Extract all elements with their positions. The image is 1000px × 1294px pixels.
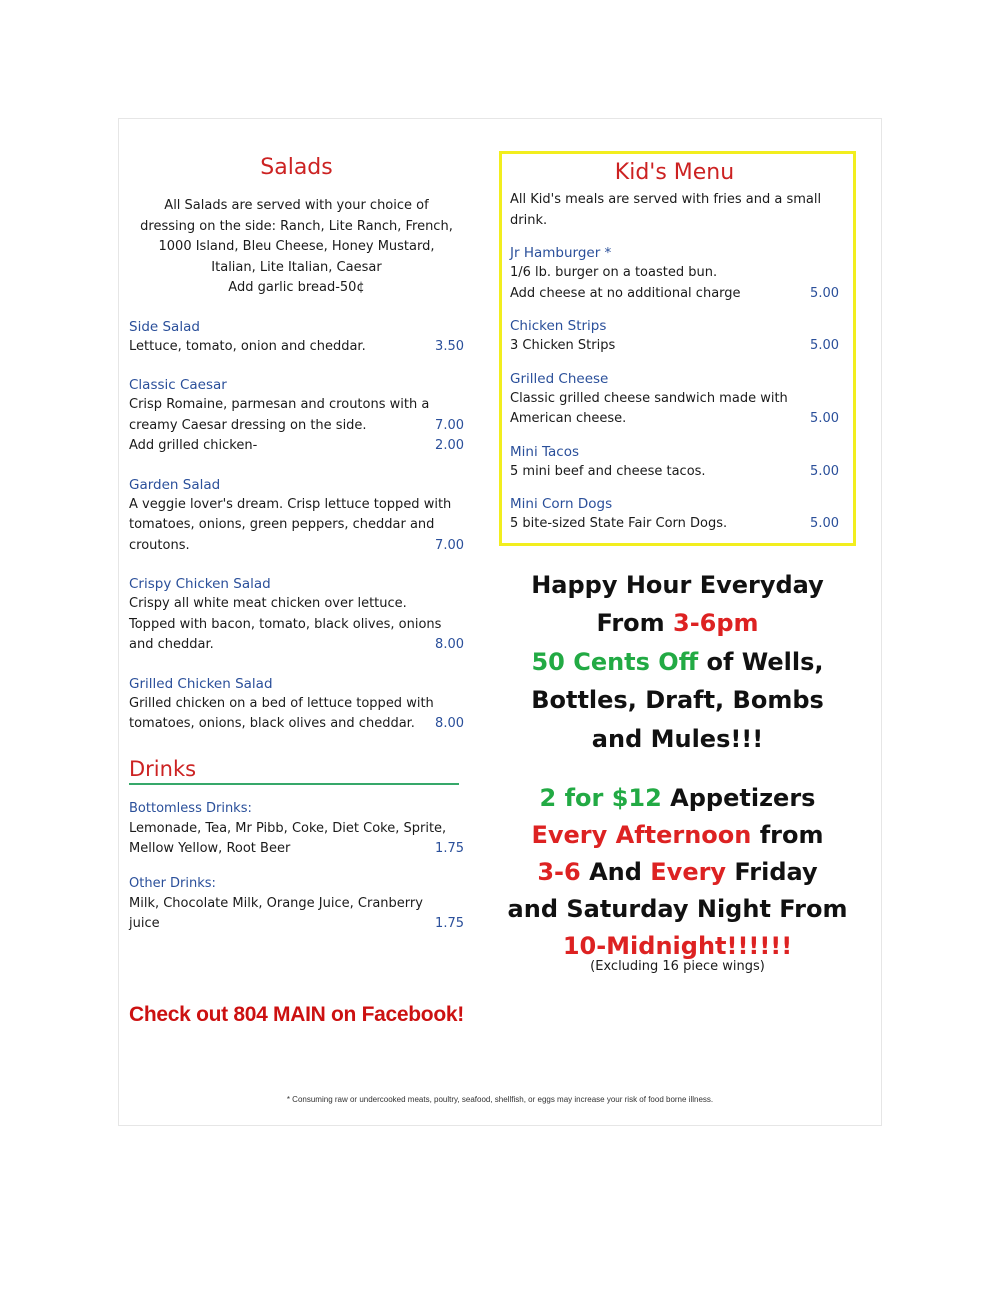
kids-item-price: 5.00 bbox=[810, 338, 839, 353]
left-column bbox=[129, 155, 464, 1027]
salads-intro: All Salads are served with your choice of dressing on the side: Ranch, Lite Ranch, French, 1000 Island, Bleu Cheese, Honey Mustard, Italian, Lite Italian, Caesar Add garlic bread-50¢ bbox=[140, 198, 453, 295]
drink-groups bbox=[129, 799, 464, 935]
kids-item-desc: American cheese. bbox=[510, 411, 627, 426]
salad-item-desc: Lettuce, tomato, onion and cheddar. bbox=[129, 338, 366, 354]
drink-item-desc: Mellow Yellow, Root Beer bbox=[129, 841, 291, 856]
salads-title: Salads bbox=[260, 155, 333, 180]
salad-item-name: Garden Salad bbox=[129, 476, 221, 493]
salad-item bbox=[129, 574, 464, 656]
salad-item-line bbox=[129, 594, 464, 615]
kids-item-line bbox=[510, 409, 839, 430]
kids-item bbox=[510, 494, 839, 535]
drink-item bbox=[129, 874, 464, 935]
salad-item bbox=[129, 375, 464, 457]
kids-item-line bbox=[510, 336, 839, 357]
kids-item-desc: 3 Chicken Strips bbox=[510, 338, 616, 353]
salad-item-price: 8.00 bbox=[435, 637, 464, 652]
salad-item-price: 7.00 bbox=[435, 417, 464, 433]
salad-item-name: Classic Caesar bbox=[129, 377, 227, 393]
salad-item-line bbox=[129, 495, 464, 516]
salad-item bbox=[129, 317, 464, 358]
kids-item bbox=[510, 369, 839, 430]
drink-item-price: 1.75 bbox=[435, 841, 464, 856]
salad-item-line bbox=[129, 416, 464, 437]
drink-item bbox=[129, 799, 464, 860]
salad-item-desc: tomatoes, onions, green peppers, cheddar and bbox=[129, 517, 435, 532]
salad-item-desc: croutons. bbox=[129, 537, 190, 553]
salad-item-line bbox=[129, 436, 464, 457]
salad-item-price: 2.00 bbox=[435, 438, 464, 453]
salad-item-name: Grilled Chicken Salad bbox=[129, 675, 273, 692]
happy-hour-promo: Happy Hour Everyday From 3-6pm 50 Cents Off of Wells, Bottles, Draft, Bombs and Mules!!! bbox=[531, 570, 824, 753]
excluding-note: (Excluding 16 piece wings) bbox=[590, 959, 765, 974]
salad-item-line bbox=[129, 337, 464, 358]
salad-item-price: 7.00 bbox=[435, 537, 464, 553]
food-safety-disclaimer: * Consuming raw or undercooked meats, poultry, seafood, shellfish, or eggs may increase your risk of food borne illness. bbox=[286, 1095, 714, 1104]
facebook-callout: Check out 804 MAIN on Facebook! bbox=[129, 1002, 464, 1026]
salad-item-desc: Grilled chicken on a bed of lettuce topped with bbox=[129, 695, 434, 711]
drink-item-name: Other Drinks: bbox=[129, 875, 216, 891]
kids-items bbox=[510, 243, 839, 535]
salad-item-line bbox=[129, 536, 464, 557]
salad-items bbox=[129, 317, 464, 735]
drink-item-name: Bottomless Drinks: bbox=[129, 800, 252, 816]
kids-item bbox=[510, 316, 839, 357]
kids-menu-box bbox=[499, 151, 856, 546]
salad-item-price: 3.50 bbox=[435, 338, 464, 354]
kids-item-name: Jr Hamburger * bbox=[510, 245, 612, 261]
kids-item-line bbox=[510, 263, 839, 284]
kids-item-name: Mini Corn Dogs bbox=[510, 496, 613, 512]
salad-item-line bbox=[129, 395, 464, 416]
kids-item-desc: 5 mini beef and cheese tacos. bbox=[510, 463, 706, 479]
salad-item-desc: Crisp Romaine, parmesan and croutons with a bbox=[129, 397, 430, 412]
drink-item-line bbox=[129, 839, 464, 860]
salad-item-price: 8.00 bbox=[435, 716, 464, 731]
salad-item-line bbox=[129, 635, 464, 656]
appetizers-promo: 2 for $12 Appetizers Every Afternoon from 3-6 And Every Friday and Saturday Night From 10-Midnight!!!!!! bbox=[507, 784, 848, 960]
kids-item-name: Chicken Strips bbox=[510, 318, 607, 334]
drink-item-line bbox=[129, 914, 464, 935]
drink-item-line bbox=[129, 894, 464, 915]
salad-item-line bbox=[129, 714, 464, 735]
drinks-title: Drinks bbox=[129, 757, 459, 785]
salad-item-desc: tomatoes, onions, black olives and cheddar. bbox=[129, 716, 415, 731]
drink-item-desc: Lemonade, Tea, Mr Pibb, Coke, Diet Coke, Sprite, bbox=[129, 820, 447, 836]
kids-item-line bbox=[510, 514, 839, 535]
salad-item-desc: Topped with bacon, tomato, black olives, onions bbox=[129, 616, 442, 632]
salad-item-name: Crispy Chicken Salad bbox=[129, 576, 271, 592]
kids-item bbox=[510, 243, 839, 304]
kids-item-price: 5.00 bbox=[810, 411, 839, 426]
salad-item-desc: creamy Caesar dressing on the side. bbox=[129, 417, 367, 433]
kids-item-price: 5.00 bbox=[810, 285, 839, 301]
salad-item-desc: Crispy all white meat chicken over lettuce. bbox=[129, 596, 407, 611]
salad-item-line bbox=[129, 694, 464, 715]
salad-item-desc: A veggie lover's dream. Crisp lettuce topped with bbox=[129, 496, 452, 512]
drink-item-price: 1.75 bbox=[435, 916, 464, 931]
menu-page bbox=[118, 118, 882, 1126]
kids-item-name: Grilled Cheese bbox=[510, 370, 609, 387]
salad-item-desc: Add grilled chicken- bbox=[129, 438, 258, 453]
kids-item-line bbox=[510, 462, 839, 483]
kids-menu-title: Kid's Menu bbox=[614, 160, 735, 185]
kids-intro: All Kid's meals are served with fries and a small drink. bbox=[510, 192, 822, 228]
kids-item-desc: 1/6 lb. burger on a toasted bun. bbox=[510, 265, 718, 280]
kids-item-desc: Classic grilled cheese sandwich made with bbox=[510, 390, 788, 406]
kids-item-desc: Add cheese at no additional charge bbox=[510, 285, 741, 301]
salad-item-line bbox=[129, 615, 464, 636]
salad-item-name: Side Salad bbox=[129, 318, 200, 335]
drink-item-desc: Milk, Chocolate Milk, Orange Juice, Cranberry bbox=[129, 895, 423, 911]
salad-item bbox=[129, 674, 464, 735]
salad-item-desc: and cheddar. bbox=[129, 637, 214, 652]
kids-item bbox=[510, 442, 839, 483]
kids-item-name: Mini Tacos bbox=[510, 443, 579, 460]
drink-item-desc: juice bbox=[129, 916, 160, 931]
right-column bbox=[499, 151, 856, 974]
salad-item-line bbox=[129, 515, 464, 536]
kids-item-line bbox=[510, 389, 839, 410]
drink-item-line bbox=[129, 819, 464, 840]
salad-item bbox=[129, 475, 464, 557]
kids-item-desc: 5 bite-sized State Fair Corn Dogs. bbox=[510, 516, 728, 531]
kids-item-price: 5.00 bbox=[810, 516, 839, 531]
kids-item-price: 5.00 bbox=[810, 463, 839, 479]
kids-item-line bbox=[510, 284, 839, 305]
